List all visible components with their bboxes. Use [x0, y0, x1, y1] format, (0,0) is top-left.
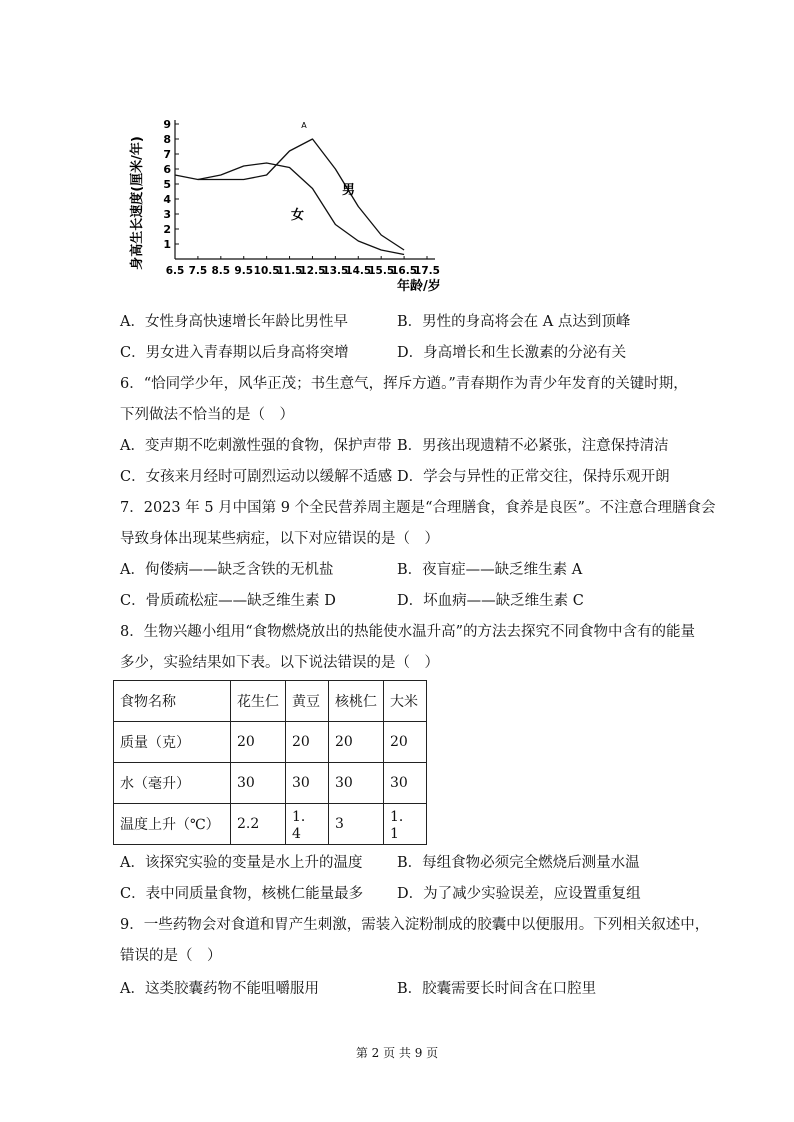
table-cell: 黄豆: [286, 681, 329, 722]
q9-stem-line2: 错误的是（ ）: [120, 948, 222, 964]
table-cell: 30: [231, 763, 286, 804]
table-cell: 水（毫升）: [114, 763, 231, 804]
q7-option-d: D．坏血病——缺乏维生素 C: [397, 593, 584, 609]
table-cell: 20: [384, 722, 427, 763]
chart-axes: [175, 120, 435, 259]
q9-option-a: A．这类胶囊药物不能咀嚼服用: [120, 981, 319, 997]
table-cell: 温度上升（℃）: [114, 804, 231, 845]
point-a-label: A: [301, 121, 307, 130]
table-row: [114, 804, 427, 845]
growth-speed-chart: [125, 108, 455, 298]
table-cell: 大米: [384, 681, 427, 722]
x-tick-label: 10.5: [253, 265, 280, 277]
y-tick-label: 1: [163, 238, 171, 251]
y-tick-label: 3: [163, 208, 171, 221]
table-cell: 1．4: [286, 804, 329, 845]
x-tick-label: 13.5: [322, 265, 349, 277]
x-tick-label: 16.5: [391, 265, 418, 277]
q6-option-a: A．变声期不吃刺激性强的食物，保护声带: [120, 438, 392, 454]
x-tick-label: 17.5: [414, 265, 440, 277]
series-line-male: [198, 139, 404, 250]
q8-stem-line1: 8．生物兴趣小组用“食物燃烧放出的热能使水温升高”的方法去探究不同食物中含有的能量: [120, 624, 696, 640]
q8-option-c: C．表中同质量食物，核桃仁能量最多: [120, 886, 364, 902]
table-cell: 20: [329, 722, 384, 763]
x-tick-label: 15.5: [368, 265, 395, 277]
table-row: [114, 681, 427, 722]
table-cell: 30: [384, 763, 427, 804]
y-tick-label: 7: [163, 148, 171, 161]
x-axis-label: 年龄/岁: [397, 279, 441, 294]
q6-stem-line1: 6．“恰同学少年，风华正茂；书生意气，挥斥方遒。”青春期作为青少年发育的关键时期，: [120, 376, 688, 392]
x-tick-label: 6.5: [165, 265, 185, 277]
y-axis-label: 身高生长速度(厘米/年): [130, 136, 145, 270]
q5-option-d: D．身高增长和生长激素的分泌有关: [397, 345, 627, 361]
x-tick-label: 9.5: [234, 265, 254, 277]
q6-stem-line2: 下列做法不恰当的是（ ）: [120, 407, 294, 423]
x-tick-label: 8.5: [211, 265, 231, 277]
chart-series: [175, 139, 404, 255]
q7-option-c: C．骨质疏松症——缺乏维生素 D: [120, 593, 336, 609]
y-tick-label: 2: [163, 223, 171, 236]
series-label-male: 男: [342, 183, 356, 198]
table-cell: 20: [286, 722, 329, 763]
q9-stem-line1: 9．一些药物会对食道和胃产生刺激，需装入淀粉制成的胶囊中以便服用。下列相关叙述中，: [120, 917, 710, 933]
table-cell: 3: [329, 804, 384, 845]
q8-option-b: B．每组食物必须完全燃烧后测量水温: [397, 855, 640, 871]
table-row: [114, 722, 427, 763]
q6-option-c: C．女孩来月经时可剧烈运动以缓解不适感: [120, 469, 393, 485]
page-footer: 第 2 页 共 9 页: [355, 1046, 439, 1060]
x-tick-label: 11.5: [276, 265, 303, 277]
q8-option-a: A．该探究实验的变量是水上升的温度: [120, 855, 363, 871]
table-cell: 核桃仁: [329, 681, 384, 722]
table-cell: 20: [231, 722, 286, 763]
table-row: [114, 763, 427, 804]
series-label-female: 女: [291, 208, 305, 223]
table-cell: 30: [329, 763, 384, 804]
series-line-female: [175, 163, 404, 255]
table-cell: 1．1: [384, 804, 427, 845]
q7-option-b: B．夜盲症——缺乏维生素 A: [397, 562, 583, 578]
q6-option-b: B．男孩出现遗精不必紧张，注意保持清洁: [397, 438, 669, 454]
q8-option-d: D．为了减少实验误差，应设置重复组: [397, 886, 641, 902]
y-tick-label: 4: [163, 193, 171, 206]
q5-option-a: A．女性身高快速增长年龄比男性早: [120, 314, 348, 330]
y-tick-label: 8: [163, 133, 171, 146]
x-tick-label: 14.5: [345, 265, 372, 277]
y-tick-label: 9: [163, 118, 171, 131]
table-cell: 2.2: [231, 804, 286, 845]
q8-stem-line2: 多少，实验结果如下表。以下说法错误的是（ ）: [120, 655, 439, 671]
x-tick-label: 7.5: [188, 265, 208, 277]
food-energy-table: [113, 680, 427, 845]
y-tick-label: 5: [163, 178, 171, 191]
q7-stem-line2: 导致身体出现某些病症，以下对应错误的是（ ）: [120, 531, 439, 547]
q6-option-d: D．学会与异性的正常交往，保持乐观开朗: [397, 469, 670, 485]
y-tick-label: 6: [163, 163, 171, 176]
q5-option-b: B．男性的身高将会在 A 点达到顶峰: [397, 314, 631, 330]
q7-stem-line1: 7．2023 年 5 月中国第 9 个全民营养周主题是“合理膳食，食养是良医”。不注意合理膳食会: [120, 500, 716, 516]
q9-option-b: B．胶囊需要长时间含在口腔里: [397, 981, 597, 997]
x-tick-label: 12.5: [299, 265, 326, 277]
table-cell: 花生仁: [231, 681, 286, 722]
q5-option-c: C．男女进入青春期以后身高将突增: [120, 345, 349, 361]
table-cell: 质量（克）: [114, 722, 231, 763]
table-cell: 30: [286, 763, 329, 804]
y-ticks: [163, 118, 179, 251]
q7-option-a: A．佝偻病——缺乏含铁的无机盐: [120, 562, 334, 578]
table-cell: 食物名称: [114, 681, 231, 722]
